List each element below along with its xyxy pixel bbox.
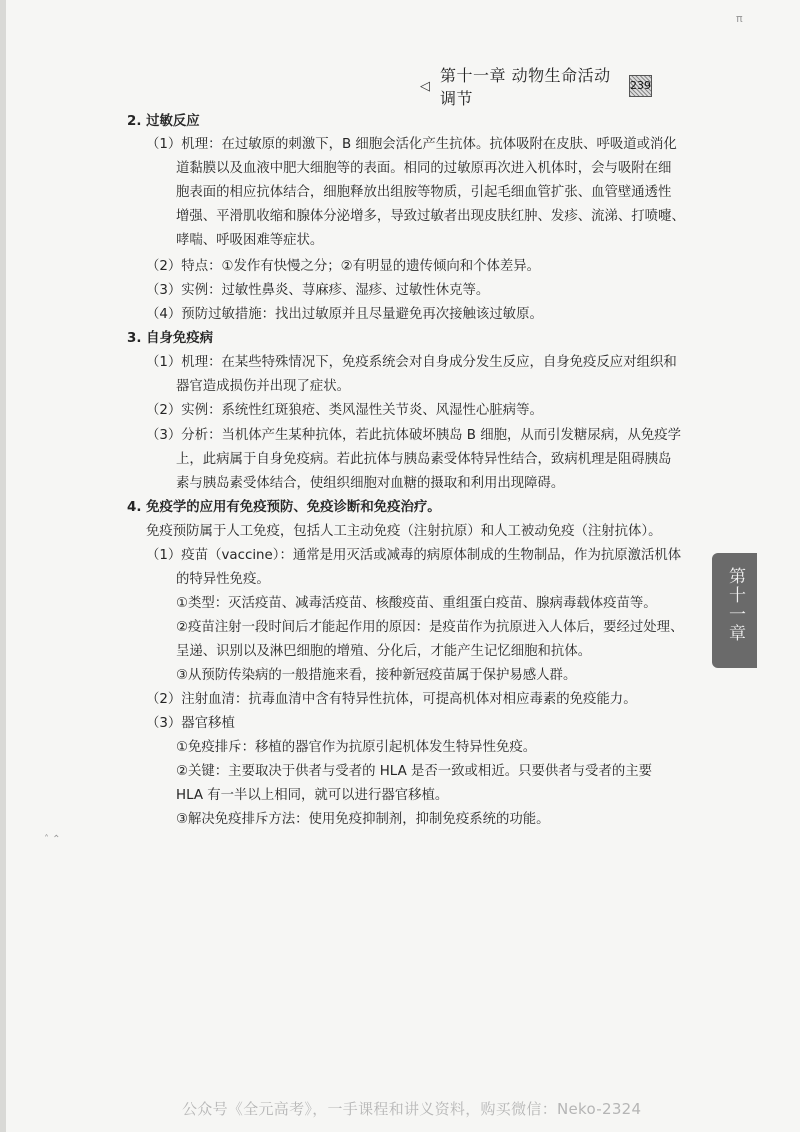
paragraph-line: （4）预防过敏措施：找出过敏原并且尽量避免再次接触该过敏原。 xyxy=(146,307,543,322)
scan-specks: ˄ ⌃ xyxy=(44,834,61,845)
paragraph-line: 免疫预防属于人工免疫，包括人工主动免疫（注射抗原）和人工被动免疫（注射抗体）。 xyxy=(146,524,662,539)
running-header xyxy=(420,66,652,108)
section-heading-immunology-applications: 4. 免疫学的应用有免疫预防、免疫诊断和免疫治疗。 xyxy=(127,500,441,515)
paragraph-line: （2）特点：①发作有快慢之分；②有明显的遗传倾向和个体差异。 xyxy=(146,259,541,274)
paragraph-line: 呈递、识别以及淋巴细胞的增殖、分化后，才能产生记忆细胞和抗体。 xyxy=(176,644,592,659)
paragraph-line: （1）机理：在某些特殊情况下，免疫系统会对自身成分发生反应，自身免疫反应对组织和 xyxy=(146,355,677,370)
paragraph-line: （3）实例：过敏性鼻炎、荨麻疹、湿疹、过敏性休克等。 xyxy=(146,283,490,298)
page-number: 239 xyxy=(629,75,652,97)
footer-watermark: 公众号《全元高考》，一手课程和讲义资料，购买微信：Neko-2324 xyxy=(182,1100,642,1118)
header-marker-icon: ◁ xyxy=(420,78,430,94)
paragraph-line: ①免疫排斥：移植的器官作为抗原引起机体发生特异性免疫。 xyxy=(176,740,537,755)
paragraph-line: 素与胰岛素受体结合，使组织细胞对血糖的摄取和利用出现障碍。 xyxy=(176,476,565,491)
paragraph-line: （2）实例：系统性红斑狼疮、类风湿性关节炎、风湿性心脏病等。 xyxy=(146,403,543,418)
section-heading-allergy: 2. 过敏反应 xyxy=(127,114,200,129)
paragraph-line: ②疫苗注射一段时间后才能起作用的原因：是疫苗作为抗原进入人体后，要经过处理、 xyxy=(176,620,684,635)
paragraph-line: 增强、平滑肌收缩和腺体分泌增多，导致过敏者出现皮肤红肿、发疹、流涕、打喷嚏、 xyxy=(176,209,685,224)
paragraph-line: HLA 有一半以上相同，就可以进行器官移植。 xyxy=(176,788,449,803)
paragraph-line: ③解决免疫排斥方法：使用免疫抑制剂，抑制免疫系统的功能。 xyxy=(176,812,550,827)
paragraph-line: （3）分析：当机体产生某种抗体，若此抗体破坏胰岛 B 细胞，从而引发糖尿病，从免疫学 xyxy=(146,428,682,443)
paragraph-line: 器官造成损伤并出现了症状。 xyxy=(176,379,351,394)
paragraph-line: 的特异性免疫。 xyxy=(176,572,270,587)
paragraph-line: （1）疫苗（vaccine）：通常是用灭活或减毒的病原体制成的生物制品，作为抗原激活机体 xyxy=(146,548,682,563)
page-edge-shadow xyxy=(0,0,6,1132)
paragraph-line: 道黏膜以及血液中肥大细胞等的表面。相同的过敏原再次进入机体时，会与吸附在细 xyxy=(176,161,672,176)
paragraph-line: ①类型：灭活疫苗、减毒活疫苗、核酸疫苗、重组蛋白疫苗、腺病毒载体疫苗等。 xyxy=(176,596,657,611)
chapter-side-tab xyxy=(712,553,757,668)
paragraph-line: （3）器官移植 xyxy=(146,716,235,731)
paragraph-line: （2）注射血清：抗毒血清中含有特异性抗体，可提高机体对相应毒素的免疫能力。 xyxy=(146,692,637,707)
corner-mark: π xyxy=(736,12,743,25)
paragraph-line: ③从预防传染病的一般措施来看，接种新冠疫苗属于保护易感人群。 xyxy=(176,668,577,683)
chapter-title: 第十一章 动物生命活动调节 xyxy=(440,66,611,108)
paragraph-line: 上，此病属于自身免疫病。若此抗体与胰岛素受体特异性结合，致病机理是阻碍胰岛 xyxy=(176,452,672,467)
paragraph-line: （1）机理：在过敏原的刺激下，B 细胞会活化产生抗体。抗体吸附在皮肤、呼吸道或消化 xyxy=(146,137,677,152)
paragraph-line: 哮喘、呼吸困难等症状。 xyxy=(176,233,324,248)
paragraph-line: 胞表面的相应抗体结合，细胞释放出组胺等物质，引起毛细血管扩张、血管壁通透性 xyxy=(176,185,672,200)
paragraph-line: ②关键：主要取决于供者与受者的 HLA 是否一致或相近。只要供者与受者的主要 xyxy=(176,764,653,779)
side-tab-label: 第十一章 xyxy=(725,567,745,643)
section-heading-autoimmune: 3. 自身免疫病 xyxy=(127,331,214,346)
